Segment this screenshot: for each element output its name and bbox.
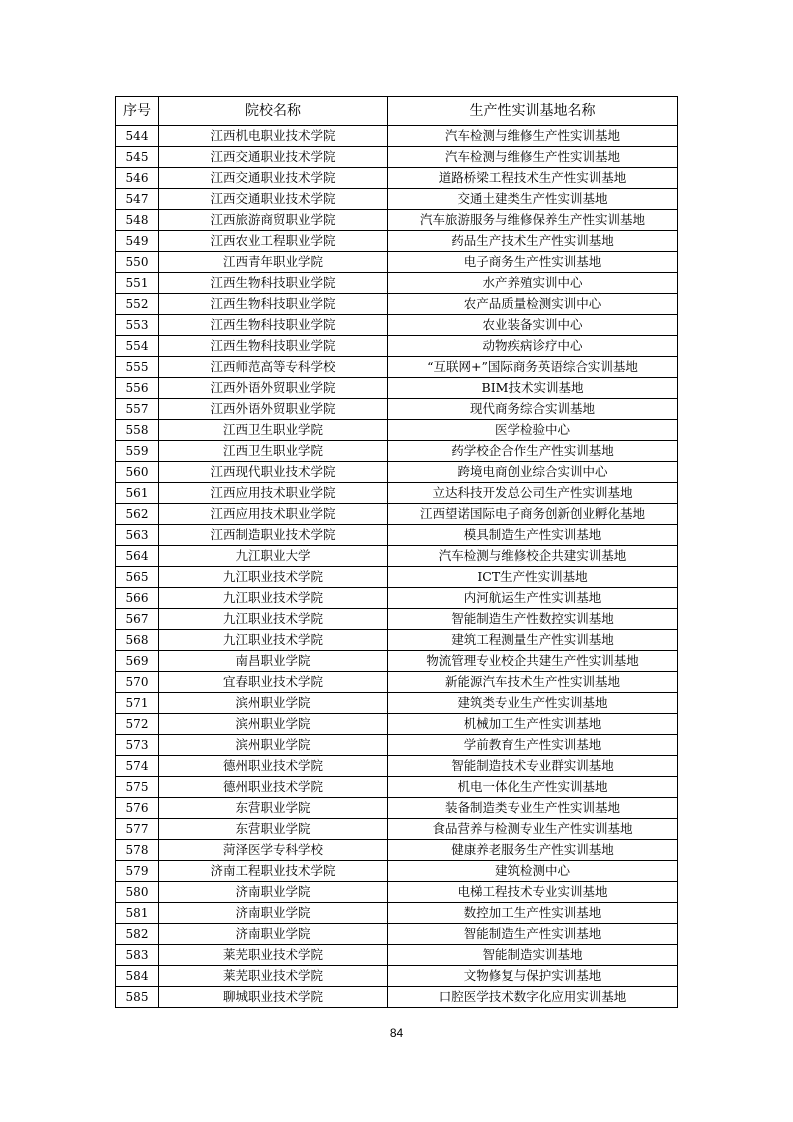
base-name-cell: 健康养老服务生产性实训基地 xyxy=(388,840,678,861)
school-name-cell: 江西旅游商贸职业学院 xyxy=(159,210,388,231)
table-row xyxy=(116,756,678,777)
base-name-cell: 电子商务生产性实训基地 xyxy=(388,252,678,273)
school-name-cell: 德州职业技术学院 xyxy=(159,756,388,777)
table-row xyxy=(116,966,678,987)
serial-cell: 577 xyxy=(116,819,159,840)
base-name-cell: 装备制造类专业生产性实训基地 xyxy=(388,798,678,819)
base-name-cell: 食品营养与检测专业生产性实训基地 xyxy=(388,819,678,840)
table-row xyxy=(116,882,678,903)
serial-cell: 566 xyxy=(116,588,159,609)
base-name-cell: 建筑类专业生产性实训基地 xyxy=(388,693,678,714)
school-name-cell: 江西生物科技职业学院 xyxy=(159,273,388,294)
table-row xyxy=(116,357,678,378)
school-name-cell: 菏泽医学专科学校 xyxy=(159,840,388,861)
school-name-cell: 江西生物科技职业学院 xyxy=(159,315,388,336)
serial-cell: 558 xyxy=(116,420,159,441)
header-school-name: 院校名称 xyxy=(159,97,388,126)
school-name-cell: 江西交通职业技术学院 xyxy=(159,189,388,210)
school-name-cell: 江西机电职业技术学院 xyxy=(159,126,388,147)
base-name-cell: 汽车检测与维修生产性实训基地 xyxy=(388,126,678,147)
school-name-cell: 莱芜职业技术学院 xyxy=(159,945,388,966)
base-name-cell: 内河航运生产性实训基地 xyxy=(388,588,678,609)
serial-cell: 551 xyxy=(116,273,159,294)
serial-cell: 545 xyxy=(116,147,159,168)
base-name-cell: 医学检验中心 xyxy=(388,420,678,441)
serial-cell: 553 xyxy=(116,315,159,336)
school-name-cell: 南昌职业学院 xyxy=(159,651,388,672)
school-name-cell: 江西外语外贸职业学院 xyxy=(159,378,388,399)
header-base-name: 生产性实训基地名称 xyxy=(388,97,678,126)
base-name-cell: 汽车检测与维修生产性实训基地 xyxy=(388,147,678,168)
serial-cell: 579 xyxy=(116,861,159,882)
table-row xyxy=(116,861,678,882)
table-row xyxy=(116,840,678,861)
table-body xyxy=(116,126,678,1008)
table-row xyxy=(116,147,678,168)
serial-cell: 584 xyxy=(116,966,159,987)
school-name-cell: 江西制造职业技术学院 xyxy=(159,525,388,546)
base-name-cell: 跨境电商创业综合实训中心 xyxy=(388,462,678,483)
base-name-cell: ICT生产性实训基地 xyxy=(388,567,678,588)
table-row xyxy=(116,546,678,567)
base-name-cell: 建筑工程测量生产性实训基地 xyxy=(388,630,678,651)
serial-cell: 574 xyxy=(116,756,159,777)
base-name-cell: 动物疾病诊疗中心 xyxy=(388,336,678,357)
base-name-cell: 智能制造技术专业群实训基地 xyxy=(388,756,678,777)
table-row xyxy=(116,189,678,210)
table-row xyxy=(116,441,678,462)
table-header-row xyxy=(116,97,678,126)
table-row xyxy=(116,399,678,420)
table-row xyxy=(116,378,678,399)
school-name-cell: 江西生物科技职业学院 xyxy=(159,294,388,315)
base-name-cell: 智能制造生产性实训基地 xyxy=(388,924,678,945)
base-name-cell: 汽车检测与维修校企共建实训基地 xyxy=(388,546,678,567)
serial-cell: 585 xyxy=(116,987,159,1008)
serial-cell: 554 xyxy=(116,336,159,357)
school-name-cell: 滨州职业学院 xyxy=(159,714,388,735)
school-name-cell: 江西外语外贸职业学院 xyxy=(159,399,388,420)
serial-cell: 547 xyxy=(116,189,159,210)
base-name-cell: 机电一体化生产性实训基地 xyxy=(388,777,678,798)
serial-cell: 563 xyxy=(116,525,159,546)
table-row xyxy=(116,168,678,189)
school-name-cell: 九江职业技术学院 xyxy=(159,567,388,588)
serial-cell: 548 xyxy=(116,210,159,231)
base-name-cell: 江西望诺国际电子商务创新创业孵化基地 xyxy=(388,504,678,525)
page-number: 84 xyxy=(389,1026,404,1040)
school-name-cell: 江西应用技术职业学院 xyxy=(159,504,388,525)
table-row xyxy=(116,294,678,315)
table-row xyxy=(116,672,678,693)
base-name-cell: 现代商务综合实训基地 xyxy=(388,399,678,420)
base-name-cell: 药品生产技术生产性实训基地 xyxy=(388,231,678,252)
base-name-cell: 电梯工程技术专业实训基地 xyxy=(388,882,678,903)
table-row xyxy=(116,588,678,609)
serial-cell: 549 xyxy=(116,231,159,252)
base-name-cell: 机械加工生产性实训基地 xyxy=(388,714,678,735)
school-name-cell: 宜春职业技术学院 xyxy=(159,672,388,693)
school-name-cell: 济南工程职业技术学院 xyxy=(159,861,388,882)
school-name-cell: 德州职业技术学院 xyxy=(159,777,388,798)
school-name-cell: 江西现代职业技术学院 xyxy=(159,462,388,483)
school-name-cell: 济南职业学院 xyxy=(159,924,388,945)
school-name-cell: 江西师范高等专科学校 xyxy=(159,357,388,378)
table-row xyxy=(116,714,678,735)
base-name-cell: 道路桥梁工程技术生产性实训基地 xyxy=(388,168,678,189)
school-name-cell: 江西生物科技职业学院 xyxy=(159,336,388,357)
school-name-cell: 九江职业技术学院 xyxy=(159,609,388,630)
table-row xyxy=(116,210,678,231)
serial-cell: 550 xyxy=(116,252,159,273)
base-name-cell: 文物修复与保护实训基地 xyxy=(388,966,678,987)
table-row xyxy=(116,924,678,945)
base-name-cell: 农产品质量检测实训中心 xyxy=(388,294,678,315)
serial-cell: 555 xyxy=(116,357,159,378)
table-row xyxy=(116,462,678,483)
table-row xyxy=(116,273,678,294)
school-name-cell: 滨州职业学院 xyxy=(159,693,388,714)
base-name-cell: 建筑检测中心 xyxy=(388,861,678,882)
school-name-cell: 东营职业学院 xyxy=(159,798,388,819)
training-base-table xyxy=(115,96,678,1008)
serial-cell: 544 xyxy=(116,126,159,147)
table-row xyxy=(116,336,678,357)
school-name-cell: 济南职业学院 xyxy=(159,882,388,903)
base-name-cell: 模具制造生产性实训基地 xyxy=(388,525,678,546)
school-name-cell: 九江职业技术学院 xyxy=(159,630,388,651)
table-row xyxy=(116,819,678,840)
serial-cell: 560 xyxy=(116,462,159,483)
table-row xyxy=(116,945,678,966)
school-name-cell: 济南职业学院 xyxy=(159,903,388,924)
base-name-cell: 立达科技开发总公司生产性实训基地 xyxy=(388,483,678,504)
serial-cell: 562 xyxy=(116,504,159,525)
serial-cell: 571 xyxy=(116,693,159,714)
serial-cell: 572 xyxy=(116,714,159,735)
school-name-cell: 江西交通职业技术学院 xyxy=(159,147,388,168)
serial-cell: 557 xyxy=(116,399,159,420)
serial-cell: 559 xyxy=(116,441,159,462)
table-row xyxy=(116,126,678,147)
base-name-cell: 智能制造生产性数控实训基地 xyxy=(388,609,678,630)
base-name-cell: 农业装备实训中心 xyxy=(388,315,678,336)
base-name-cell: 药学校企合作生产性实训基地 xyxy=(388,441,678,462)
base-name-cell: 交通土建类生产性实训基地 xyxy=(388,189,678,210)
school-name-cell: 江西青年职业学院 xyxy=(159,252,388,273)
serial-cell: 578 xyxy=(116,840,159,861)
school-name-cell: 九江职业大学 xyxy=(159,546,388,567)
serial-cell: 582 xyxy=(116,924,159,945)
table-row xyxy=(116,315,678,336)
serial-cell: 565 xyxy=(116,567,159,588)
base-name-cell: 学前教育生产性实训基地 xyxy=(388,735,678,756)
school-name-cell: 江西农业工程职业学院 xyxy=(159,231,388,252)
base-name-cell: “互联网+”国际商务英语综合实训基地 xyxy=(388,357,678,378)
school-name-cell: 莱芜职业技术学院 xyxy=(159,966,388,987)
base-name-cell: 水产养殖实训中心 xyxy=(388,273,678,294)
table-row xyxy=(116,420,678,441)
table-row xyxy=(116,630,678,651)
table-row xyxy=(116,504,678,525)
base-name-cell: 汽车旅游服务与维修保养生产性实训基地 xyxy=(388,210,678,231)
table-row xyxy=(116,252,678,273)
table-row xyxy=(116,735,678,756)
serial-cell: 568 xyxy=(116,630,159,651)
serial-cell: 581 xyxy=(116,903,159,924)
school-name-cell: 滨州职业学院 xyxy=(159,735,388,756)
school-name-cell: 聊城职业技术学院 xyxy=(159,987,388,1008)
school-name-cell: 江西应用技术职业学院 xyxy=(159,483,388,504)
table-row xyxy=(116,567,678,588)
base-name-cell: 口腔医学技术数字化应用实训基地 xyxy=(388,987,678,1008)
table-row xyxy=(116,777,678,798)
table-row xyxy=(116,693,678,714)
serial-cell: 552 xyxy=(116,294,159,315)
table-row xyxy=(116,651,678,672)
serial-cell: 569 xyxy=(116,651,159,672)
base-name-cell: 数控加工生产性实训基地 xyxy=(388,903,678,924)
serial-cell: 576 xyxy=(116,798,159,819)
serial-cell: 546 xyxy=(116,168,159,189)
base-name-cell: 物流管理专业校企共建生产性实训基地 xyxy=(388,651,678,672)
table-row xyxy=(116,987,678,1008)
serial-cell: 575 xyxy=(116,777,159,798)
school-name-cell: 九江职业技术学院 xyxy=(159,588,388,609)
school-name-cell: 东营职业学院 xyxy=(159,819,388,840)
header-serial: 序号 xyxy=(116,97,159,126)
table-row xyxy=(116,483,678,504)
school-name-cell: 江西卫生职业学院 xyxy=(159,441,388,462)
serial-cell: 573 xyxy=(116,735,159,756)
serial-cell: 564 xyxy=(116,546,159,567)
serial-cell: 561 xyxy=(116,483,159,504)
table-row xyxy=(116,903,678,924)
table-row xyxy=(116,798,678,819)
serial-cell: 567 xyxy=(116,609,159,630)
base-name-cell: 智能制造实训基地 xyxy=(388,945,678,966)
serial-cell: 556 xyxy=(116,378,159,399)
school-name-cell: 江西卫生职业学院 xyxy=(159,420,388,441)
serial-cell: 580 xyxy=(116,882,159,903)
base-name-cell: 新能源汽车技术生产性实训基地 xyxy=(388,672,678,693)
table-row xyxy=(116,231,678,252)
serial-cell: 570 xyxy=(116,672,159,693)
serial-cell: 583 xyxy=(116,945,159,966)
school-name-cell: 江西交通职业技术学院 xyxy=(159,168,388,189)
table-row xyxy=(116,525,678,546)
table-row xyxy=(116,609,678,630)
base-name-cell: BIM技术实训基地 xyxy=(388,378,678,399)
